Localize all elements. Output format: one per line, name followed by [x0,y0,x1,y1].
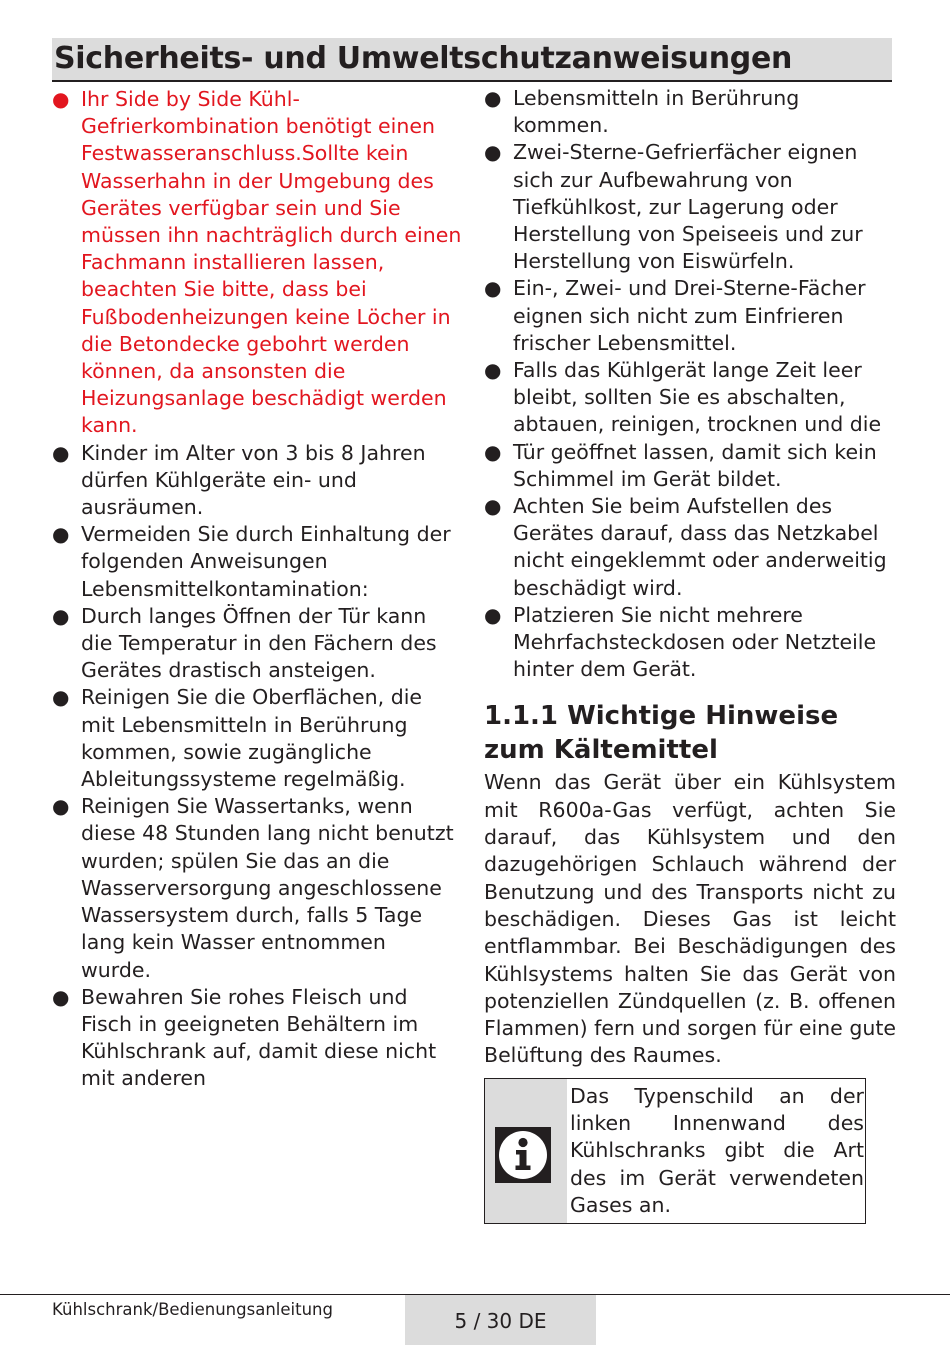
list-item-text: Ihr Side by Side Kühl-Gefrierkombination benötigt einen Festwasseranschluss.Sollte kein Wasserhahn in der Umgebung des Gerätes verfügbar sein und Sie müssen ihn nachträglich durch einen Fachmann installieren lassen, beachten Sie bitte, dass bei Fußbodenheizungen keine Löcher in die Betondecke gebohrt werden können, da ansonsten die Heizungsanlage beschädigt werden kann. [81,87,462,438]
list-item-text: Durch langes Öffnen der Tür kann die Temperatur in den Fächern des Gerätes drastisch ansteigen. [81,603,437,683]
list-item-text: Tür geöffnet lassen, damit sich kein Schimmel im Gerät bildet. [513,439,877,491]
list-item [52,984,462,1093]
list-item-text: Reinigen Sie die Oberflächen, die mit Lebensmitteln in Berührung kommen, sowie zugängliche Ableitungssysteme regelmäßig. [81,685,423,792]
list-item-text: Vermeiden Sie durch Einhaltung der folgenden Anweisungen Lebensmittelkontamination: [81,522,451,601]
refrigerant-paragraph: Wenn das Gerät über ein Kühlsystem mit R600a-Gas verfügt, achten Sie darauf, das Kühlsystem und den dazugehörigen Schlauch während der Benutzung und des Transports nicht zu beschädigen. Dieses Gas ist leicht entflammbar. Bei Beschädigungen des Kühlsystems halten Sie das Gerät von potenziellen Zündquellen (z. B. offenen Flammen) fern und sorgen für eine gute Belüftung des Raumes. [484,770,896,1068]
list-item [484,275,896,357]
left-column [52,86,462,1093]
bullet-icon: ● [484,602,502,627]
list-item-text: Lebensmitteln in Berührung kommen. [513,86,800,138]
list-item [52,684,462,793]
bullet-icon: ● [484,86,502,110]
list-item [484,602,896,684]
info-icon [495,1127,551,1183]
bullet-icon: ● [52,87,70,111]
bullet-icon: ● [52,685,70,710]
list-item [484,439,896,493]
list-item-text: Zwei-Sterne-Gefrierfächer eignen sich zur Aufbewahrung von Tiefkühlkost, zur Lagerung oder Herstellung von Speiseeis und zur Herstellung von Eiswürfeln. [513,140,863,274]
list-item [484,85,896,139]
list-item-text: Reinigen Sie Wassertanks, wenn diese 48 Stunden lang nicht benutzt wurden; spülen Sie das an die Wasserversorgung angeschlossene Wassersystem durch, falls 5 Tage lang kein Wasser entnommen wurde. [81,794,454,982]
bullet-icon: ● [52,522,70,547]
list-item-text: Platzieren Sie nicht mehrere Mehrfachsteckdosen oder Netzteile hinter dem Gerät. [513,602,877,682]
list-item-text: Bewahren Sie rohes Fleisch und Fisch in geeigneten Behältern im Kühlschrank auf, damit diese nicht mit anderen [81,984,437,1091]
header-bar [52,38,892,82]
bullet-icon: ● [52,984,70,1009]
list-item [52,86,462,440]
bullet-icon: ● [484,276,502,301]
list-item-text: Ein-, Zwei- und Drei-Sterne-Fächer eignen sich nicht zum Einfrieren frischer Lebensmittel. [513,276,866,355]
bullet-icon: ● [52,794,70,819]
info-box-text: Das Typenschild an der linken Innenwand des Kühlschranks gibt die Art des im Gerät verwendeten Gases an. [570,1083,864,1217]
list-item [52,440,462,522]
right-column [484,85,896,1224]
list-item [484,357,896,439]
left-bullet-list [52,86,462,1093]
footer-page-number: 5 / 30 DE [405,1295,596,1345]
bullet-icon: ● [484,494,502,519]
info-box-sidebar [485,1079,567,1223]
list-item [52,793,462,983]
list-item-text: Kinder im Alter von 3 bis 8 Jahren dürfen Kühlgeräte ein- und ausräumen. [81,440,426,520]
footer-document-name: Kühlschrank/Bedienungsanleitung [52,1300,333,1319]
bullet-icon: ● [52,603,70,628]
bullet-icon: ● [484,140,502,165]
bullet-icon: ● [484,439,502,464]
list-item [52,521,462,603]
right-bullet-list [484,85,896,683]
list-item-text: Falls das Kühlgerät lange Zeit leer bleibt, sollten Sie es abschalten, abtauen, reinigen, trocknen und die [513,358,882,437]
list-item [52,603,462,685]
section-heading: 1.1.1 Wichtige Hinweise zum Kältemittel [484,701,839,766]
list-item [484,139,896,275]
list-item-text: Achten Sie beim Aufstellen des Gerätes darauf, dass das Netzkabel nicht eingeklemmt oder anderweitig beschädigt wird. [513,494,887,600]
info-box [484,1078,866,1224]
page-title: Sicherheits- und Umweltschutzanweisungen [54,41,793,76]
bullet-icon: ● [52,440,70,465]
bullet-icon: ● [484,358,502,383]
list-item [484,493,896,602]
